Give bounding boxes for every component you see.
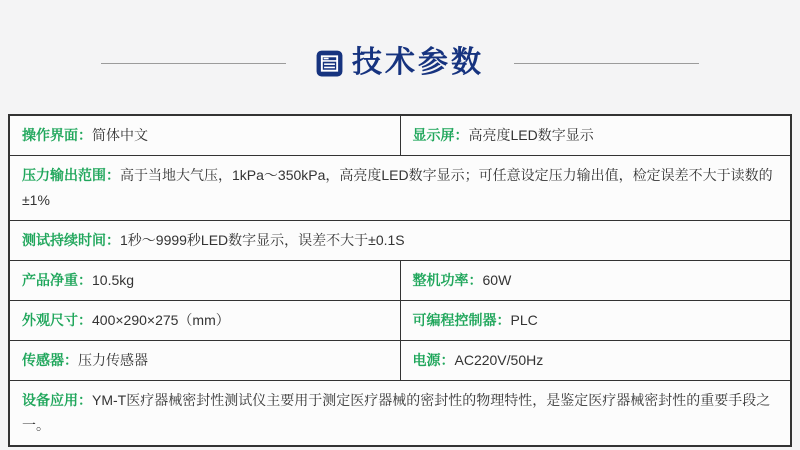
spec-label: 传感器： bbox=[22, 352, 78, 368]
spec-value: 高于当地大气压，1kPa～350kPa，高亮度LED数字显示；可任意设定压力输出值，检定误差不大于读数的±1% bbox=[22, 167, 773, 208]
table-row bbox=[9, 341, 791, 381]
spec-cell bbox=[9, 381, 791, 447]
spec-label: 外观尺寸： bbox=[22, 312, 92, 328]
spec-cell bbox=[9, 341, 400, 381]
header-rule-left bbox=[101, 63, 286, 64]
spec-label: 电源： bbox=[412, 352, 455, 368]
spec-cell bbox=[9, 115, 400, 156]
spec-value: 简体中文 bbox=[92, 127, 148, 143]
spec-value: 10.5kg bbox=[92, 272, 135, 288]
table-row bbox=[9, 156, 791, 221]
page-title-text: 技术参数 bbox=[352, 46, 484, 79]
spec-value: 60W bbox=[482, 272, 512, 288]
spec-label: 操作界面： bbox=[22, 127, 92, 143]
spec-sheet-icon bbox=[316, 50, 343, 77]
spec-value: PLC bbox=[510, 312, 538, 328]
spec-label: 压力输出范围： bbox=[22, 167, 120, 183]
spec-label: 显示屏： bbox=[412, 127, 469, 143]
spec-label: 设备应用： bbox=[22, 392, 92, 408]
spec-value: 1秒～9999秒LED数字显示，误差不大于±0.1S bbox=[120, 232, 405, 248]
spec-label: 可编程控制器： bbox=[412, 312, 511, 328]
spec-value: 400×290×275（mm） bbox=[92, 312, 230, 328]
spec-cell bbox=[9, 261, 400, 301]
spec-cell bbox=[400, 341, 791, 381]
spec-label: 整机功率： bbox=[412, 272, 483, 288]
spec-cell bbox=[400, 115, 791, 156]
table-row bbox=[9, 261, 791, 301]
table-row bbox=[9, 381, 791, 447]
spec-label: 产品净重： bbox=[22, 272, 92, 288]
spec-value: 高亮度LED数字显示 bbox=[468, 127, 594, 143]
table-row bbox=[9, 221, 791, 261]
table-row bbox=[9, 301, 791, 341]
spec-cell bbox=[400, 301, 791, 341]
section-header bbox=[0, 40, 800, 86]
spec-value: YM-T医疗器械密封性测试仪主要用于测定医疗器械的密封性的物理特性，是鉴定医疗器械密封性的重要手段之一。 bbox=[22, 392, 771, 433]
spec-value: 压力传感器 bbox=[78, 352, 148, 368]
spec-table-body bbox=[9, 115, 791, 446]
spec-label: 测试持续时间： bbox=[22, 232, 120, 248]
spec-table bbox=[8, 114, 792, 447]
spec-cell bbox=[9, 156, 791, 221]
spec-value: AC220V/50Hz bbox=[454, 352, 544, 368]
spec-cell bbox=[9, 301, 400, 341]
spec-cell bbox=[400, 261, 791, 301]
spec-cell bbox=[9, 221, 791, 261]
page-title bbox=[302, 48, 498, 78]
header-rule-right bbox=[514, 63, 699, 64]
table-row bbox=[9, 115, 791, 156]
